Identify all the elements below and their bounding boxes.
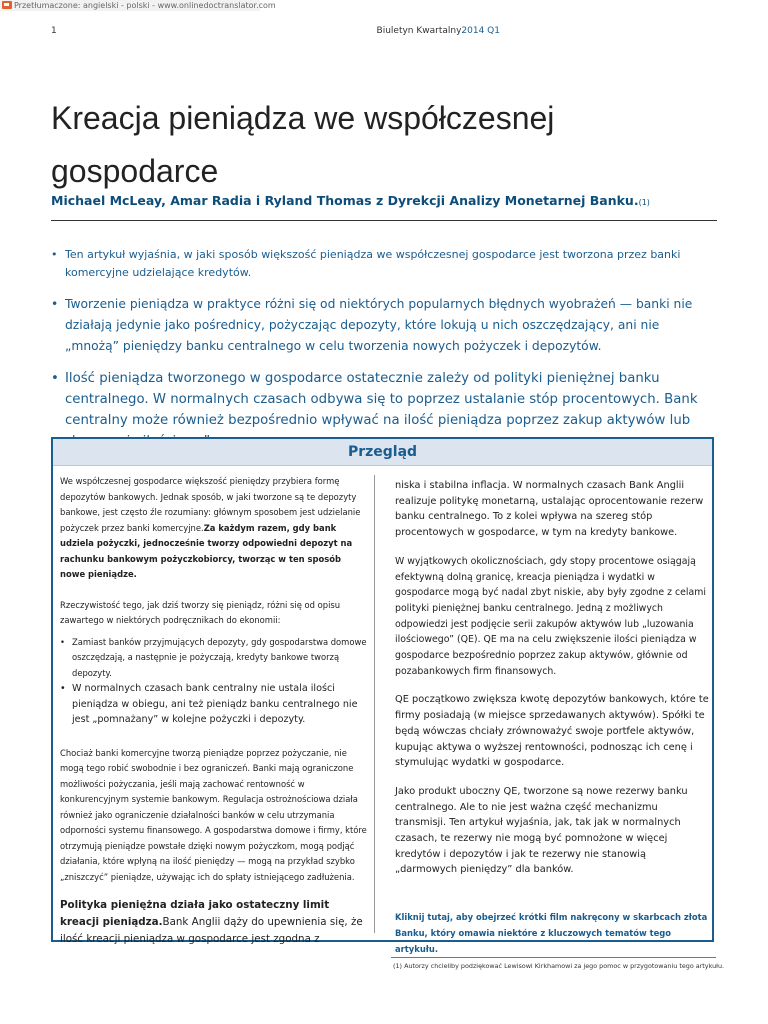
overview-paragraph: QE początkowo zwiększa kwotę depozytów bankowych, które te firmy posiadają (w miejsce sprzedawanych aktywów). Spółki te będą wówczas chciały zrównoważyć swoje portfele aktywów, kupując aktywa o wyższej rentowności, podnosząc ich cenę i stymulując wydatki w gospodarce. (395, 694, 709, 769)
footnote-divider (391, 957, 716, 958)
overview-left-column (60, 474, 367, 948)
translator-banner[interactable] (0, 0, 276, 11)
key-point: • Tworzenie pieniądza w praktyce różni się od niektórych popularnych błędnych wyobrażeń — banki nie działają jedynie jako pośrednicy, pożyczając depozyty, które lokują u nich oszczędzający, ani nie „mnożą” pieniędzy banku centralnego w celu tworzenia nowych pożyczek i depozytów. (51, 294, 717, 357)
translate-icon (2, 1, 12, 9)
running-header (300, 26, 500, 36)
overview-paragraph (60, 474, 367, 583)
video-link[interactable]: Kliknij tutaj, aby obejrzeć krótki film nakręcony w skarbcach złota Banku, który omawia niektóre z kluczowych tematów tego artykułu. (395, 912, 708, 954)
author-names: Michael McLeay, Amar Radia i Ryland Thomas z Dyrekcji Analizy Monetarnej Banku. (51, 193, 639, 208)
key-points-list (51, 246, 717, 452)
running-year: 2014 Q1 (461, 26, 500, 36)
translator-text[interactable]: Przetłumaczone: angielski - polski - www.onlinedoctranslator.com (14, 1, 276, 10)
overview-heading: Przegląd (53, 439, 712, 466)
overview-paragraph: niska i stabilna inflacja. W normalnych czasach Bank Anglii realizuje politykę monetarną, ustalając oprocentowanie rezerw banku centralnego. To z kolei wpływa na szereg stóp procentowych w gospodarce, w tym na kredyty bankowe. (395, 480, 704, 539)
page-number: 1 (51, 26, 57, 36)
paragraph-emphasis: Za każdym razem, gdy bank udziela pożyczki, jednocześnie tworzy odpowiedni depozyt na rachunku bankowym pożyczkobiorcy, tworząc w ten sposób nowe pieniądze. (60, 522, 353, 579)
key-point: • Ten artykuł wyjaśnia, w jaki sposób większość pieniądza we współczesnej gospodarce jest tworzona przez banki komercyjne udzielające kredytów. (51, 246, 717, 282)
overview-box (51, 437, 714, 954)
overview-paragraph: Chociaż banki komercyjne tworzą pieniądze poprzez pożyczanie, nie mogą tego robić swobodnie i bez ograniczeń. Banki mają ograniczone możliwości pożyczania, jeśli mają zachować rentowność w konkurencyjnym systemie bankowym. Regulacja ostrożnościowa działa również jako ograniczenie działalności banków w celu utrzymania odporności systemu finansowego. A gospodarstwa domowe i firmy, które otrzymują pieniądze powstałe dzięki nowym pożyczkom, mogą podjąć działania, które wpłyną na ilość pieniędzy — mogą na przykład szybko „zniszczyć” pieniądze, używając ich do spłaty istniejącego zadłużenia. (60, 747, 367, 882)
list-item: • Zamiast banków przyjmujących depozyty, gdy gospodarstwa domowe oszczędzają, a następnie je pożyczają, kredyty bankowe tworzą depozyty. (60, 635, 367, 682)
overview-paragraph: Rzeczywistość tego, jak dziś tworzy się pieniądz, różni się od opisu zawartego w niektórych podręcznikach do ekonomii: (60, 599, 341, 625)
overview-right-column (395, 478, 709, 954)
column-divider (374, 475, 375, 933)
overview-paragraph: Jako produkt uboczny QE, tworzone są nowe rezerwy banku centralnego. Ale to nie jest ważna część mechanizmu transmisji. Ten artykuł wyjaśnia, jak, tak jak w normalnych czasach, te rezerwy nie mogą być pomnożone w więcej kredytów i depozytów i jak te rezerwy nie stanowią „darmowych pieniędzy” dla banków. (395, 785, 688, 876)
key-point: • Ilość pieniądza tworzonego w gospodarce ostatecznie zależy od polityki pieniężnej banku centralnego. W normalnych czasach odbywa się to poprzez ustalanie stóp procentowych. Bank centralny może również bezpośrednio wpływać na ilość pieniądza poprzez zakup aktywów lub (51, 368, 717, 452)
author-line (51, 193, 731, 208)
list-item: • W normalnych czasach bank centralny nie ustala ilości pieniądza w obiegu, ani też pieniądz banku centralnego nie jest „pomnażany” w kolejne pożyczki i depozyty. (60, 681, 367, 728)
running-title: Biuletyn Kwartalny (376, 26, 462, 36)
overview-paragraph: W wyjątkowych okolicznościach, gdy stopy procentowe osiągają efektywną dolną granicę, kreacja pieniądza i wydatki w gospodarce mogą być nadal zbyt niskie, aby były zgodne z celami polityki pieniężnej banku centralnego. Jedną z możliwych odpowiedzi jest podjęcie serii zakupów aktywów lub „luzowania ilościowego” (QE). QE ma na celu zwiększenie ilości pieniądza w gospodarce bezpośrednio poprzez zakup aktywów, głównie od pozabankowych firm finansowych. (395, 555, 706, 677)
article-title: Kreacja pieniądza we współczesnej gospodarce (51, 100, 555, 189)
paragraph-emphasis: Polityka pieniężna działa jako ostateczny limit kreacji pieniądza. (60, 899, 330, 928)
misconceptions-list (60, 635, 367, 728)
footnote: (1) Autorzy chcieliby podziękować Lewisowi Kirkhamowi za jego pomoc w przygotowaniu tego artykułu. (393, 962, 725, 970)
overview-paragraph (60, 897, 367, 948)
title-divider (51, 220, 717, 221)
footnote-ref[interactable]: (1) (638, 198, 650, 207)
paragraph-text: We współczesnej gospodarce większość pieniędzy przybiera formę depozytów bankowych. Jednak sposób, w jaki tworzone są te depozyty bankowe, jest często źle rozumiany: głównym sposobem jest udzielanie pożyczek przez banki komercyjne. (60, 476, 361, 533)
paragraph-text: Bank Anglii dąży do upewnienia się, że ilość kreacji pieniądza w gospodarce jest zgodna z (60, 916, 363, 945)
